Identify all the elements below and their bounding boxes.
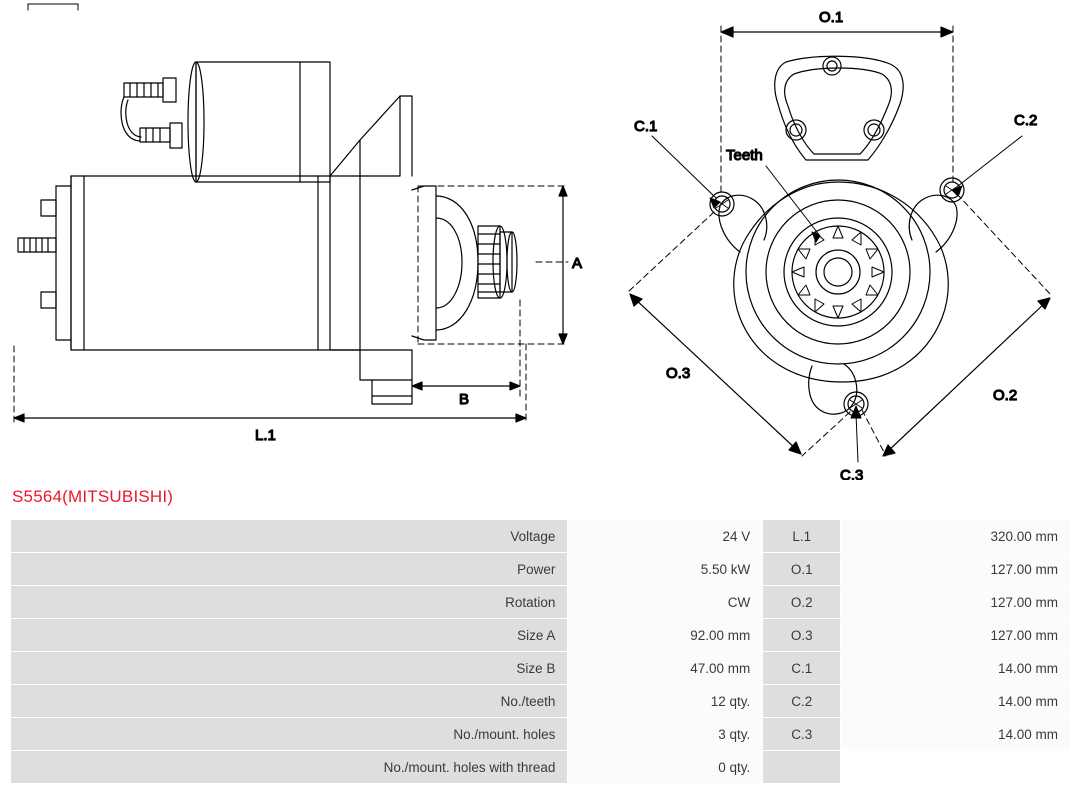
spec-code-value: 127.00 mm (841, 586, 1071, 619)
table-row (11, 718, 1071, 751)
c1-leader (652, 136, 720, 208)
spec-code-empty (763, 751, 841, 784)
spec-label: No./mount. holes with thread (11, 751, 568, 784)
spec-label: No./mount. holes (11, 718, 568, 751)
spec-value: 92.00 mm (568, 619, 763, 652)
spec-code-value: 14.00 mm (841, 652, 1071, 685)
spec-code: O.3 (763, 619, 841, 652)
corner-mark (28, 4, 78, 10)
spec-code-value: 127.00 mm (841, 619, 1071, 652)
specifications-table (10, 519, 1071, 784)
table-row (11, 751, 1071, 784)
dimension-label-a: A (572, 255, 583, 272)
dimension-label-o3: O.3 (666, 365, 691, 382)
table-row (11, 685, 1071, 718)
spec-label: Size A (11, 619, 568, 652)
dimension-label-o2: O.2 (993, 387, 1018, 404)
page-title: S5564(MITSUBISHI) (12, 487, 174, 506)
spec-code-value: 14.00 mm (841, 718, 1071, 751)
c2-leader (952, 136, 1022, 196)
callout-label-c1: C.1 (634, 118, 658, 135)
spec-code: L.1 (763, 520, 841, 553)
dimension-label-l1: L.1 (255, 427, 276, 444)
starter-front-view (628, 9, 1052, 480)
spec-value: 0 qty. (568, 751, 763, 784)
spec-value: 3 qty. (568, 718, 763, 751)
callout-label-c3: C.3 (840, 467, 864, 480)
spec-code: C.2 (763, 685, 841, 718)
spec-label: Voltage (11, 520, 568, 553)
dimension-a (559, 186, 567, 344)
spec-value: 47.00 mm (568, 652, 763, 685)
spec-label: Power (11, 553, 568, 586)
dimension-label-b: B (459, 391, 470, 408)
starter-side-view (14, 62, 582, 444)
dimension-o3 (630, 294, 801, 454)
table-row (11, 520, 1071, 553)
spec-code-value: 320.00 mm (841, 520, 1071, 553)
table-row (11, 652, 1071, 685)
spec-label: Rotation (11, 586, 568, 619)
table-row (11, 619, 1071, 652)
spec-code-value: 127.00 mm (841, 553, 1071, 586)
dimension-o1 (721, 27, 953, 37)
dimension-label-o1: O.1 (819, 9, 844, 26)
spec-value: 5.50 kW (568, 553, 763, 586)
spec-code-value: 14.00 mm (841, 685, 1071, 718)
spec-value: CW (568, 586, 763, 619)
spec-value: 24 V (568, 520, 763, 553)
spec-code: O.1 (763, 553, 841, 586)
spec-code: C.1 (763, 652, 841, 685)
teeth-leader (766, 166, 820, 242)
dimension-o2 (883, 298, 1050, 456)
spec-value: 12 qty. (568, 685, 763, 718)
dimension-b (412, 382, 520, 390)
spec-code: C.3 (763, 718, 841, 751)
spec-label: No./teeth (11, 685, 568, 718)
table-row (11, 586, 1071, 619)
spec-label: Size B (11, 652, 568, 685)
c3-leader (851, 406, 861, 462)
table-row (11, 553, 1071, 586)
dimension-l1 (14, 414, 526, 422)
teeth-label: Teeth (726, 147, 763, 164)
spec-code-value-empty (841, 751, 1071, 784)
callout-label-c2: C.2 (1014, 112, 1038, 129)
spec-code: O.2 (763, 586, 841, 619)
